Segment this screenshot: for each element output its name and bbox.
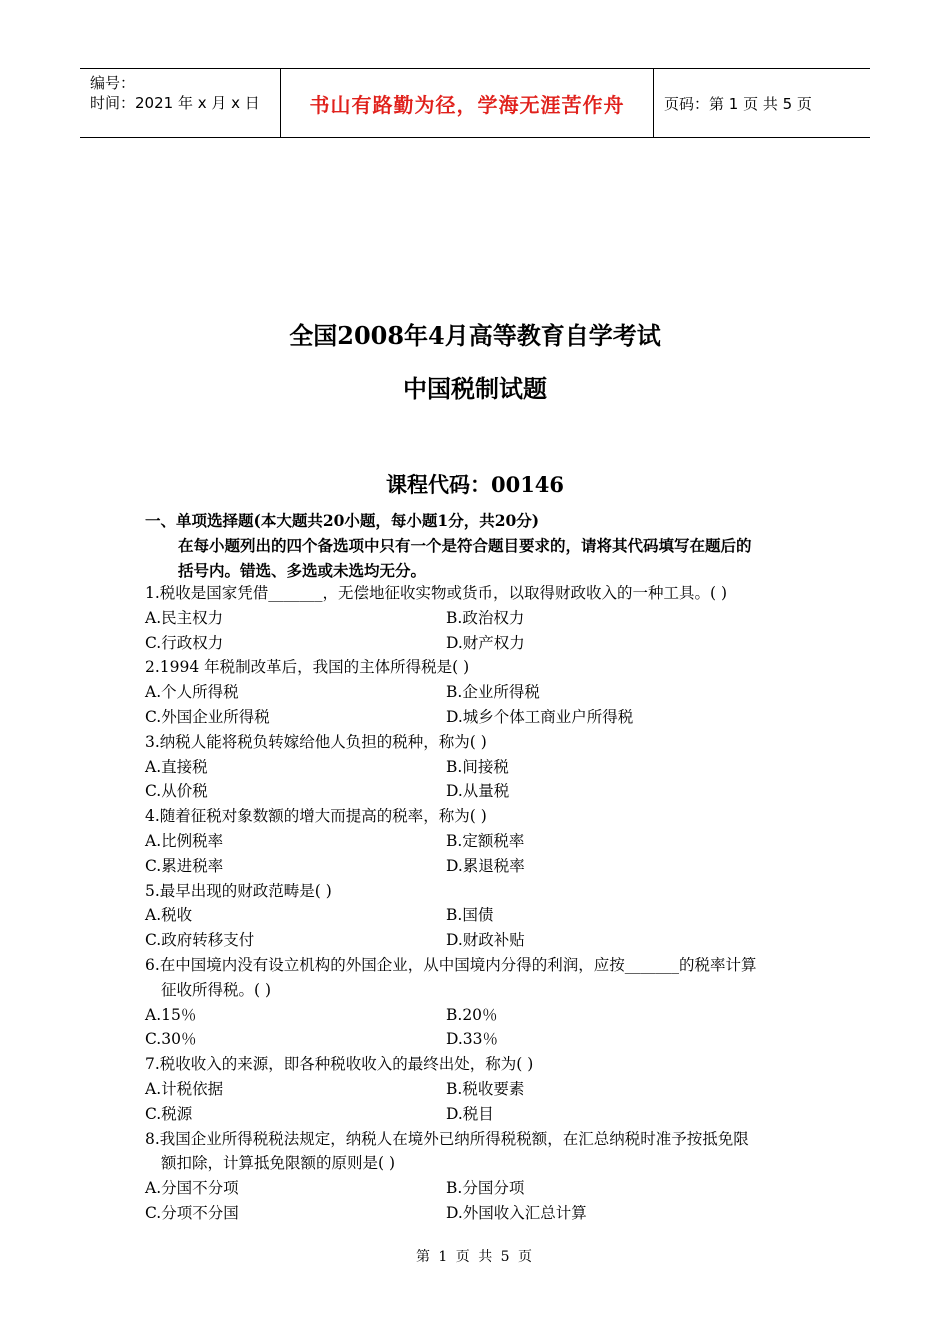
option-b: B.定额税率 — [446, 831, 525, 850]
option-row — [145, 779, 815, 804]
option-row — [145, 606, 815, 631]
question-stem: 6.在中国境内没有设立机构的外国企业，从中国境内分得的利润，应按_______的税率计算 — [145, 955, 757, 974]
option-row — [145, 1201, 815, 1226]
option-d: D.财政补贴 — [446, 931, 525, 950]
header-right-cell — [654, 69, 870, 137]
time-label: 时间：2021 年 x 月 x 日 — [90, 94, 260, 112]
option-b: B.政治权力 — [446, 608, 525, 627]
option-b: B.间接税 — [446, 757, 509, 776]
option-a: A.15％ — [145, 1005, 197, 1024]
question-item — [145, 953, 815, 1052]
option-row — [145, 903, 815, 928]
header-middle-cell — [281, 69, 654, 137]
section-header — [145, 508, 825, 583]
section-heading: 一、单项选择题(本大题共20小题，每小题1分，共20分) — [145, 511, 540, 530]
option-c: C.行政权力 — [145, 633, 224, 652]
question-stem: 3.纳税人能将税负转嫁给他人负担的税种，称为( ) — [145, 732, 487, 751]
question-item — [145, 804, 815, 878]
option-c: C.外国企业所得税 — [145, 707, 270, 726]
option-d: D.税目 — [446, 1104, 494, 1123]
option-d: D.城乡个体工商业户所得税 — [446, 707, 634, 726]
option-d: D.累退税率 — [446, 856, 525, 875]
option-a: A.个人所得税 — [145, 683, 239, 702]
option-c: C.30％ — [145, 1030, 197, 1049]
question-stem: 8.我国企业所得税税法规定，纳税人在境外已纳所得税税额，在汇总纳税时准予按抵免限 — [145, 1129, 749, 1148]
option-d: D.33％ — [446, 1030, 499, 1049]
motto-text: 书山有路勤为径，学海无涯苦作舟 — [309, 92, 625, 117]
option-c: C.累进税率 — [145, 856, 224, 875]
section-instruction-1: 在每小题列出的四个备选项中只有一个是符合题目要求的，请将其代码填写在题后的 — [178, 536, 752, 555]
subject-title: 中国税制试题 — [403, 374, 547, 403]
option-c: C.分项不分国 — [145, 1203, 239, 1222]
option-b: B.税收要素 — [446, 1079, 525, 1098]
option-row — [145, 631, 815, 656]
option-b: B.国债 — [446, 906, 494, 925]
option-b: B.分国分项 — [446, 1179, 525, 1198]
option-d: D.外国收入汇总计算 — [446, 1203, 587, 1222]
option-a: A.比例税率 — [145, 831, 224, 850]
question-item — [145, 1052, 815, 1126]
option-row — [145, 755, 815, 780]
question-item — [145, 655, 815, 729]
question-item — [145, 879, 815, 953]
question-stem: 7.税收收入的来源，即各种税收收入的最终出处，称为( ) — [145, 1055, 534, 1074]
question-stem: 2.1994 年税制改革后，我国的主体所得税是( ) — [145, 658, 470, 677]
option-c: C.税源 — [145, 1104, 193, 1123]
question-stem: 5.最早出现的财政范畴是( ) — [145, 881, 332, 900]
option-c: C.政府转移支付 — [145, 931, 255, 950]
option-a: A.分国不分项 — [145, 1179, 239, 1198]
option-c: C.从价税 — [145, 782, 208, 801]
question-stem-continued: 额扣除，计算抵免限额的原则是( ) — [161, 1154, 396, 1173]
course-code: 课程代码：00146 — [385, 472, 565, 497]
option-row — [145, 680, 815, 705]
option-b: B.20％ — [446, 1005, 498, 1024]
option-a: A.计税依据 — [145, 1079, 224, 1098]
option-d: D.从量税 — [446, 782, 510, 801]
option-row — [145, 1176, 815, 1201]
option-row — [145, 1102, 815, 1127]
number-label: 编号： — [90, 74, 136, 92]
option-a: A.直接税 — [145, 757, 208, 776]
page-footer: 第 1 页 共 5 页 — [415, 1249, 535, 1265]
question-item — [145, 581, 815, 655]
option-a: A.税收 — [145, 906, 193, 925]
question-stem: 1.税收是国家凭借_______，无偿地征收实物或货币，以取得财政收入的一种工具。( ) — [145, 584, 728, 602]
header-table — [80, 68, 870, 138]
header-left-cell — [80, 69, 281, 137]
option-row — [145, 829, 815, 854]
question-item — [145, 1127, 815, 1226]
option-row — [145, 1027, 815, 1052]
section-instruction-2: 括号内。错选、多选或未选均无分。 — [178, 561, 427, 580]
option-row — [145, 705, 815, 730]
exam-title: 全国2008年4月高等教育自学考试 — [289, 321, 661, 350]
option-row — [145, 1077, 815, 1102]
option-row — [145, 928, 815, 953]
question-list — [145, 581, 815, 1226]
option-row — [145, 854, 815, 879]
option-b: B.企业所得税 — [446, 683, 540, 702]
option-a: A.民主权力 — [145, 608, 224, 627]
question-stem-continued: 征收所得税。( ) — [161, 980, 272, 999]
question-item — [145, 730, 815, 804]
question-stem: 4.随着征税对象数额的增大而提高的税率，称为( ) — [145, 807, 487, 826]
option-d: D.财产权力 — [446, 633, 525, 652]
page-info: 页码：第 1 页 共 5 页 — [664, 94, 812, 113]
option-row — [145, 1003, 815, 1028]
